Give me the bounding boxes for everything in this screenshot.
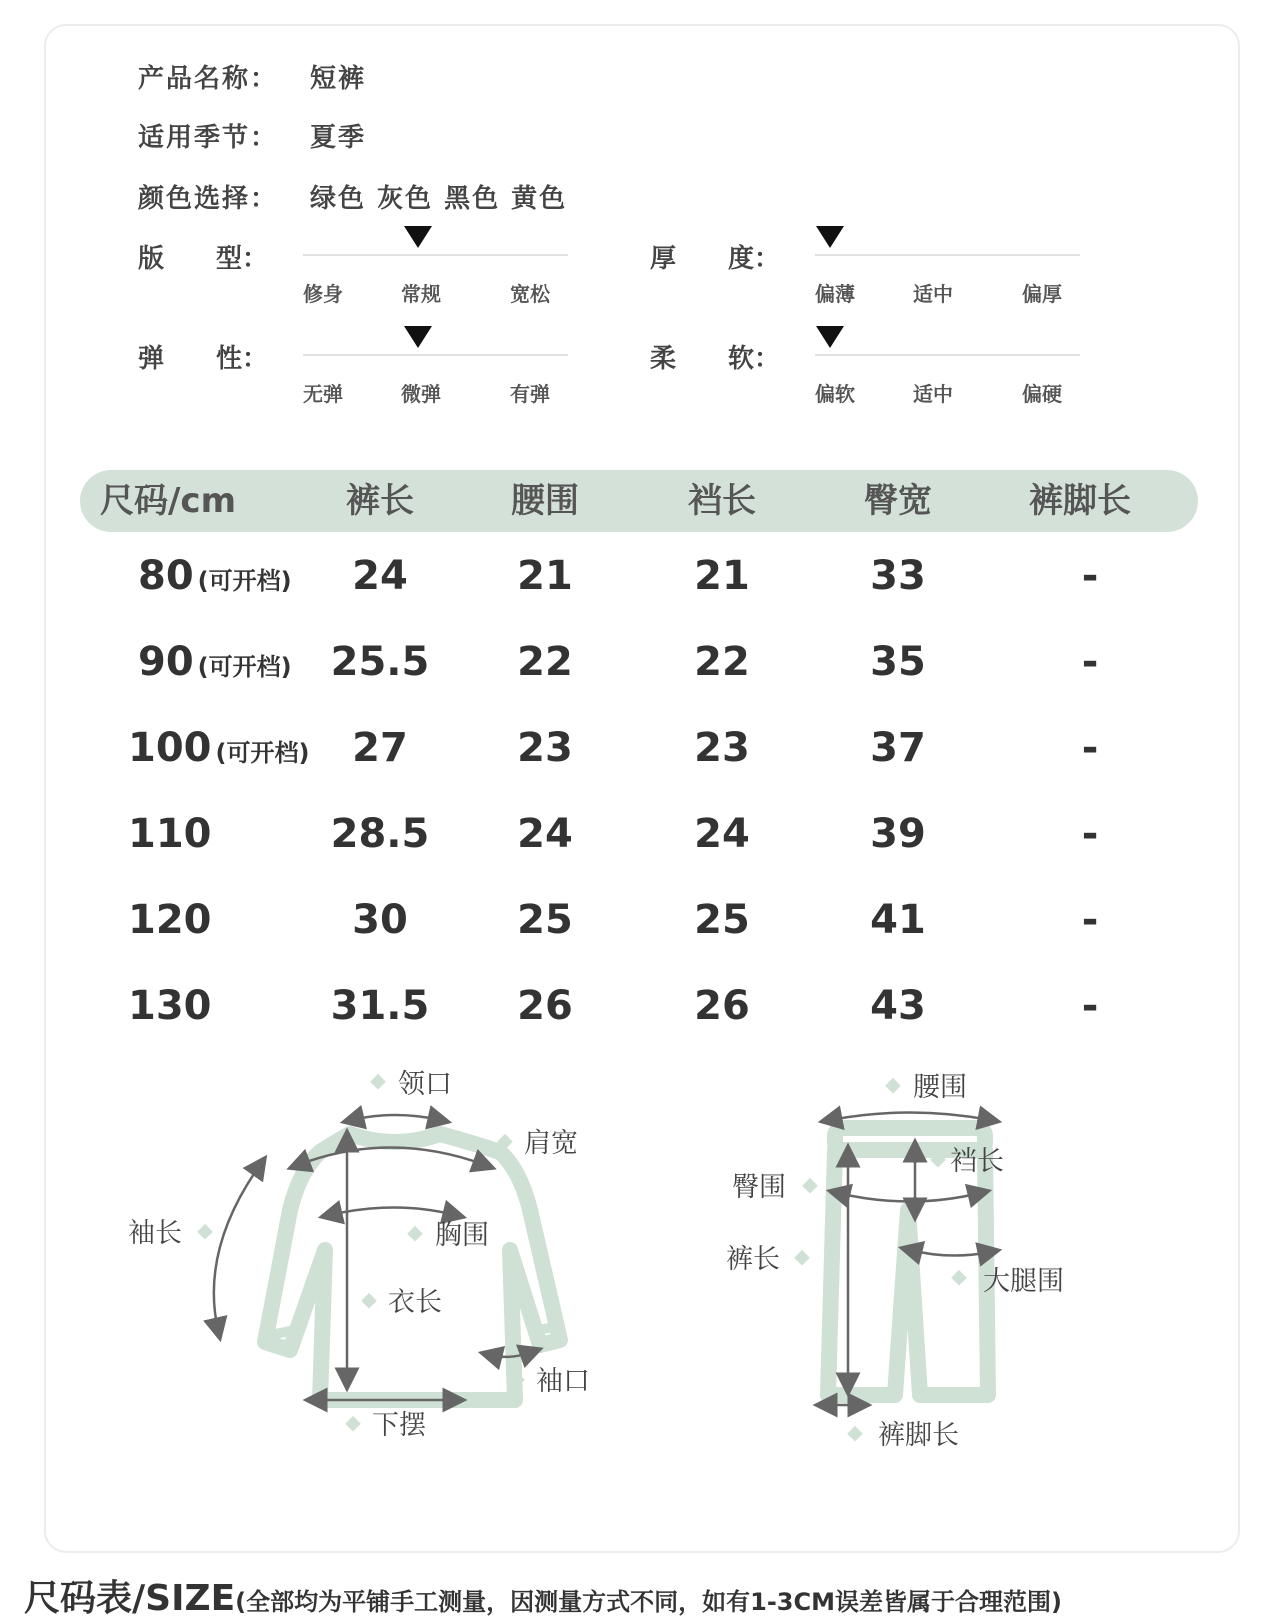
chest-label: 胸围 (435, 1220, 489, 1251)
rise-cell: 22 (694, 639, 750, 685)
leg-opening-label: 裤脚长 (878, 1420, 959, 1451)
fit-slider (138, 238, 578, 348)
softness-option: 适中 (913, 382, 953, 406)
header-waist: 腰围 (511, 481, 579, 521)
waist-cell: 24 (517, 811, 573, 857)
pants-length-cell: 30 (352, 897, 408, 943)
footer-title: 尺码表/SIZE (24, 1578, 236, 1619)
hip-cell: 39 (870, 811, 926, 857)
shirt-illustration (265, 1134, 560, 1400)
thickness-track (815, 254, 1080, 256)
rise-label: 裆长 (950, 1146, 1004, 1177)
thickness-option: 偏薄 (815, 282, 855, 306)
waist-cell: 23 (517, 725, 573, 771)
rise-cell: 24 (694, 811, 750, 857)
header-pants-length: 裤长 (346, 481, 414, 521)
color-label: 颜色选择： (138, 184, 279, 214)
size-cell: 130 (128, 983, 212, 1029)
waist-cell: 25 (517, 897, 573, 943)
leg-opening-cell: - (1081, 725, 1099, 771)
header-size: 尺码/cm (100, 481, 236, 521)
hip-cell: 37 (870, 725, 926, 771)
table-row (0, 897, 1280, 957)
thickness-label: 厚 度： (650, 244, 781, 274)
cuff-label: 袖口 (536, 1366, 590, 1397)
table-row (0, 811, 1280, 871)
size-cell: 120 (128, 897, 212, 943)
thickness-option: 适中 (913, 282, 953, 306)
product-name-label: 产品名称： (138, 64, 279, 94)
hip-cell: 33 (870, 553, 926, 599)
hip-label: 臀围 (732, 1172, 786, 1203)
table-row (0, 983, 1280, 1043)
thickness-option: 偏厚 (1022, 282, 1062, 306)
pants-length-cell: 25.5 (330, 639, 430, 685)
elasticity-slider (138, 338, 578, 448)
waist-label: 腰围 (913, 1072, 967, 1103)
table-row (0, 639, 1280, 699)
hip-cell: 35 (870, 639, 926, 685)
leg-opening-cell: - (1081, 897, 1099, 943)
product-name-row (138, 58, 367, 95)
table-row (0, 553, 1280, 613)
thickness-marker-icon (816, 226, 844, 248)
sleeve-length-label: 袖长 (128, 1218, 182, 1249)
size-cell: 100 (可开档) (128, 725, 310, 771)
softness-option: 偏软 (815, 382, 855, 406)
pants-length-cell: 31.5 (330, 983, 430, 1029)
footer-note: (全部均为平铺手工测量，因测量方式不同，如有1-3CM误差皆属于合理范围) (235, 1588, 1062, 1616)
elasticity-option: 无弹 (303, 382, 343, 406)
fit-track (303, 254, 568, 256)
elasticity-option: 微弹 (401, 382, 441, 406)
body-length-label: 衣长 (388, 1287, 442, 1318)
header-leg-opening: 裤脚长 (1029, 481, 1131, 521)
season-value: 夏季 (310, 123, 367, 153)
softness-label: 柔 软： (650, 344, 781, 374)
leg-opening-cell: - (1081, 811, 1099, 857)
leg-opening-cell: - (1081, 553, 1099, 599)
softness-slider (650, 338, 1090, 448)
color-value: 绿色 灰色 黑色 黄色 (310, 184, 568, 214)
hem-label: 下摆 (372, 1410, 426, 1441)
thickness-slider (650, 238, 1090, 348)
size-cell: 90 (可开档) (138, 639, 292, 685)
fit-option: 常规 (401, 282, 441, 306)
leg-opening-cell: - (1081, 639, 1099, 685)
rise-cell: 21 (694, 553, 750, 599)
leg-opening-cell: - (1081, 983, 1099, 1029)
measurement-diagram (90, 1060, 1190, 1510)
waist-cell: 21 (517, 553, 573, 599)
elasticity-option: 有弹 (510, 382, 550, 406)
elasticity-label: 弹 性： (138, 344, 269, 374)
softness-marker-icon (816, 326, 844, 348)
fit-option: 宽松 (510, 282, 550, 306)
size-cell: 110 (128, 811, 212, 857)
pants-length-cell: 28.5 (330, 811, 430, 857)
softness-option: 偏硬 (1022, 382, 1062, 406)
rise-cell: 26 (694, 983, 750, 1029)
footer (24, 1570, 1062, 1621)
season-row (138, 117, 367, 154)
fit-label: 版 型： (138, 244, 269, 274)
size-table-header (80, 470, 1198, 532)
color-row (138, 178, 568, 215)
product-name-value: 短裤 (310, 64, 367, 94)
season-label: 适用季节： (138, 123, 279, 153)
fit-option: 修身 (303, 282, 343, 306)
thigh-label: 大腿围 (983, 1266, 1064, 1297)
rise-cell: 25 (694, 897, 750, 943)
hip-cell: 41 (870, 897, 926, 943)
pants-length-cell: 27 (352, 725, 408, 771)
elasticity-marker-icon (404, 326, 432, 348)
rise-cell: 23 (694, 725, 750, 771)
size-cell: 80 (可开档) (138, 553, 292, 599)
waist-cell: 26 (517, 983, 573, 1029)
pants-length-label: 裤长 (726, 1244, 780, 1275)
collar-label: 领口 (398, 1069, 452, 1100)
header-hip: 臀宽 (864, 481, 932, 521)
fit-marker-icon (404, 226, 432, 248)
elasticity-track (303, 354, 568, 356)
shirt-arrows (214, 1115, 532, 1400)
header-rise: 裆长 (688, 481, 756, 521)
waist-cell: 22 (517, 639, 573, 685)
hip-cell: 43 (870, 983, 926, 1029)
table-row (0, 725, 1280, 785)
shoulder-label: 肩宽 (524, 1128, 578, 1159)
pants-length-cell: 24 (352, 553, 408, 599)
softness-track (815, 354, 1080, 356)
